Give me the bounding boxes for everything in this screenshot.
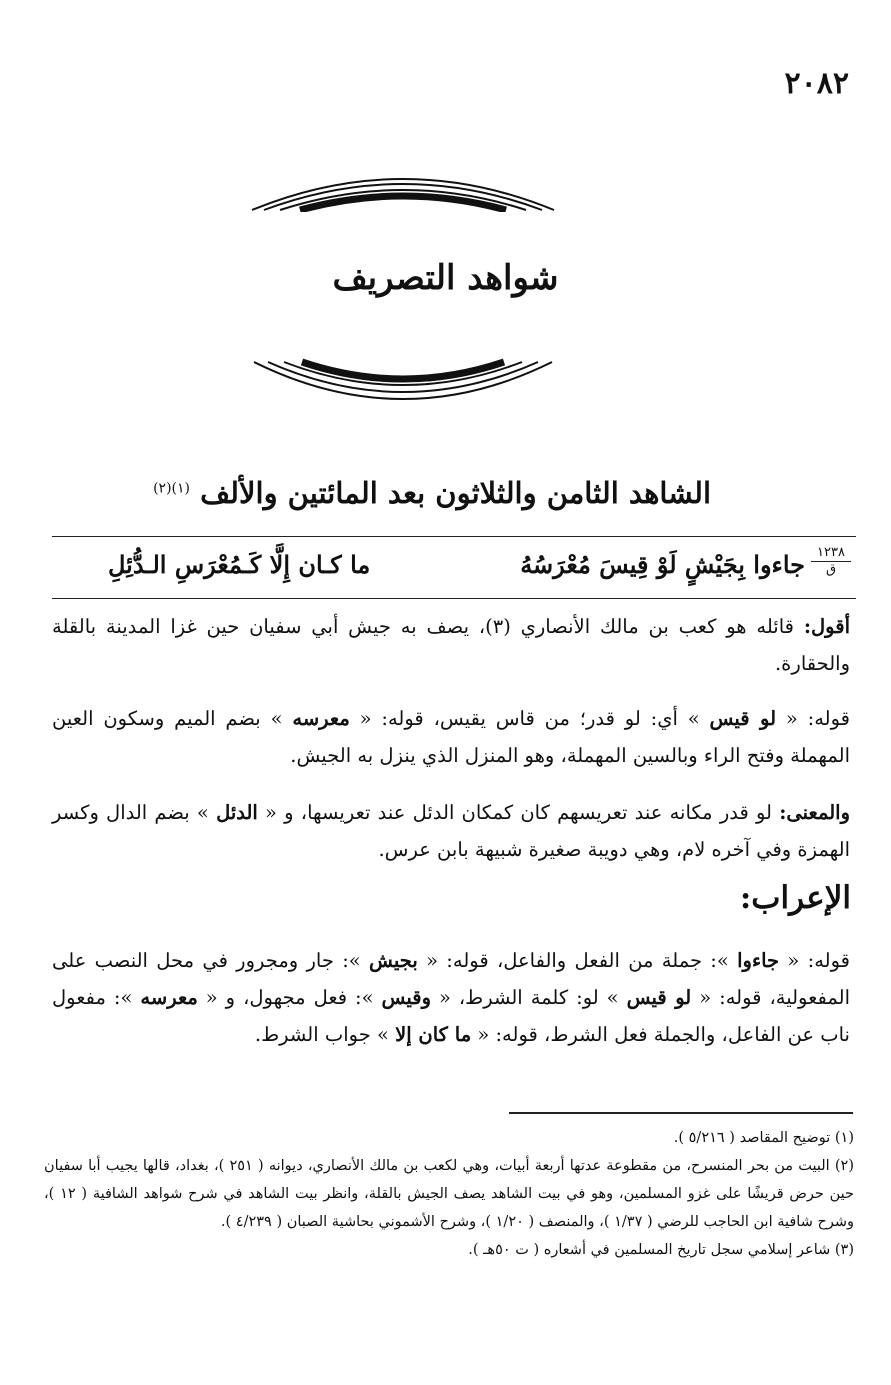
text-run: » جواب الشرط. [254, 1023, 396, 1046]
verse-hemistich-left: ما كـان إِلَّا كَـمُعْرَسِ الـدُّئِلِ [108, 550, 371, 579]
paragraph-text: قائله هو كعب بن مالك الأنصاري (٣)، يصف به جيش أبي سفيان حين غزا المدينة بالقلة والحقارة. [52, 615, 850, 675]
text-run: »: جار ومجرور في محل النصب على المفعولية، قوله: « [52, 949, 851, 1009]
page-number: ٢٠٨٢ [784, 66, 849, 101]
text-run: »: جملة من الفعل والفاعل، قوله: « [417, 949, 738, 972]
text-run: »: مفعول ناب عن الفاعل، والجملة فعل الشرط، قوله: « [52, 986, 850, 1046]
text-run: » بضم الميم وسكون العين المهملة وفتح الراء وبالسين المهملة، وهو المنزل الذي ينزل به الجيش. [52, 707, 850, 767]
bold-term: معرسه [292, 707, 350, 730]
bottom-ornament [250, 358, 556, 428]
text-run: لو قدر مكانه عند تعريسهم كان كمكان الدئل عند تعريسها، و « [257, 801, 780, 824]
bold-term: معرسه [140, 986, 198, 1009]
bold-term: لو قيس [709, 707, 777, 730]
footnote-ref: (١)(٢) [153, 480, 191, 497]
bold-term: لو قيس [626, 986, 692, 1009]
section-title: شواهد التصريف [332, 258, 559, 298]
footnotes [44, 1124, 854, 1264]
paragraph-irab [52, 942, 850, 1053]
text-run: »: فعل مجهول، و « [197, 986, 382, 1009]
bold-term: بجيش [369, 949, 418, 972]
paragraph-lead: أقول: [803, 615, 850, 638]
text-run: » أي: لو قدر؛ من قاس يقيس، قوله: « [349, 707, 710, 730]
verse-bottom-rule [52, 598, 856, 599]
verse-number [811, 546, 851, 578]
verse-top-rule [52, 536, 856, 537]
paragraph-aqul [52, 608, 850, 682]
paragraph-qawluhu [52, 700, 850, 774]
bold-term: ما كان إلا [395, 1023, 472, 1046]
top-ornament [250, 150, 556, 212]
bold-term: الدئل [216, 801, 258, 824]
footnote-separator [509, 1112, 853, 1114]
shahid-heading [153, 476, 711, 510]
verse-number-sub: ق [825, 562, 837, 578]
verse-hemistich-right: جاءوا بِجَيْشٍ لَوْ قِيسَ مُعْرَسُهُ [520, 550, 805, 579]
footnote-2: (٢) البيت من بحر المنسرح، من مقطوعة عدتها أربعة أبيات، وهي لكعب بن مالك الأنصاري، ديوانه ( ٢٥١ )، بغداد، قالها يجيب أبا سفيان حين حرض قريشًا على غزو المسلمين، وهو في بيت الشاهد يصف الجيش بالقلة، وانظر بيت الشاهد في شرح شواهد الشافية ( ١٢ )، وشرح شافية ابن الحاجب للرضي ( ١/٣٧ )، والمنصف ( ١/٢٠ )، وشرح الأشموني بحاشية الصبان ( ٤/٢٣٩ ). [44, 1158, 854, 1230]
footnote-1: (١) توضيح المقاصد ( ٥/٢١٦ ). [673, 1130, 854, 1146]
irab-heading: الإعراب: [739, 880, 851, 916]
bold-term: جاءوا [737, 949, 780, 972]
text-run: » بضم الدال وكسر الهمزة وفي آخره لام، وهي دويبة صغيرة شبيهة بابن عرس. [52, 801, 850, 861]
text-run: قوله: « [776, 707, 850, 730]
verse-number-value: ١٢٣٨ [811, 546, 851, 562]
text-run: قوله: « [779, 949, 850, 972]
paragraph-lead: والمعنى: [779, 801, 850, 824]
shahid-heading-text: الشاهد الثامن والثلاثون بعد المائتين والألف [200, 476, 711, 510]
bold-term: وقيس [381, 986, 432, 1009]
paragraph-mana [52, 794, 850, 868]
text-run: » لو: كلمة الشرط، « [431, 986, 627, 1009]
footnote-3: (٣) شاعر إسلامي سجل تاريخ المسلمين في أشعاره ( ت ٥٠هـ ). [468, 1242, 854, 1258]
